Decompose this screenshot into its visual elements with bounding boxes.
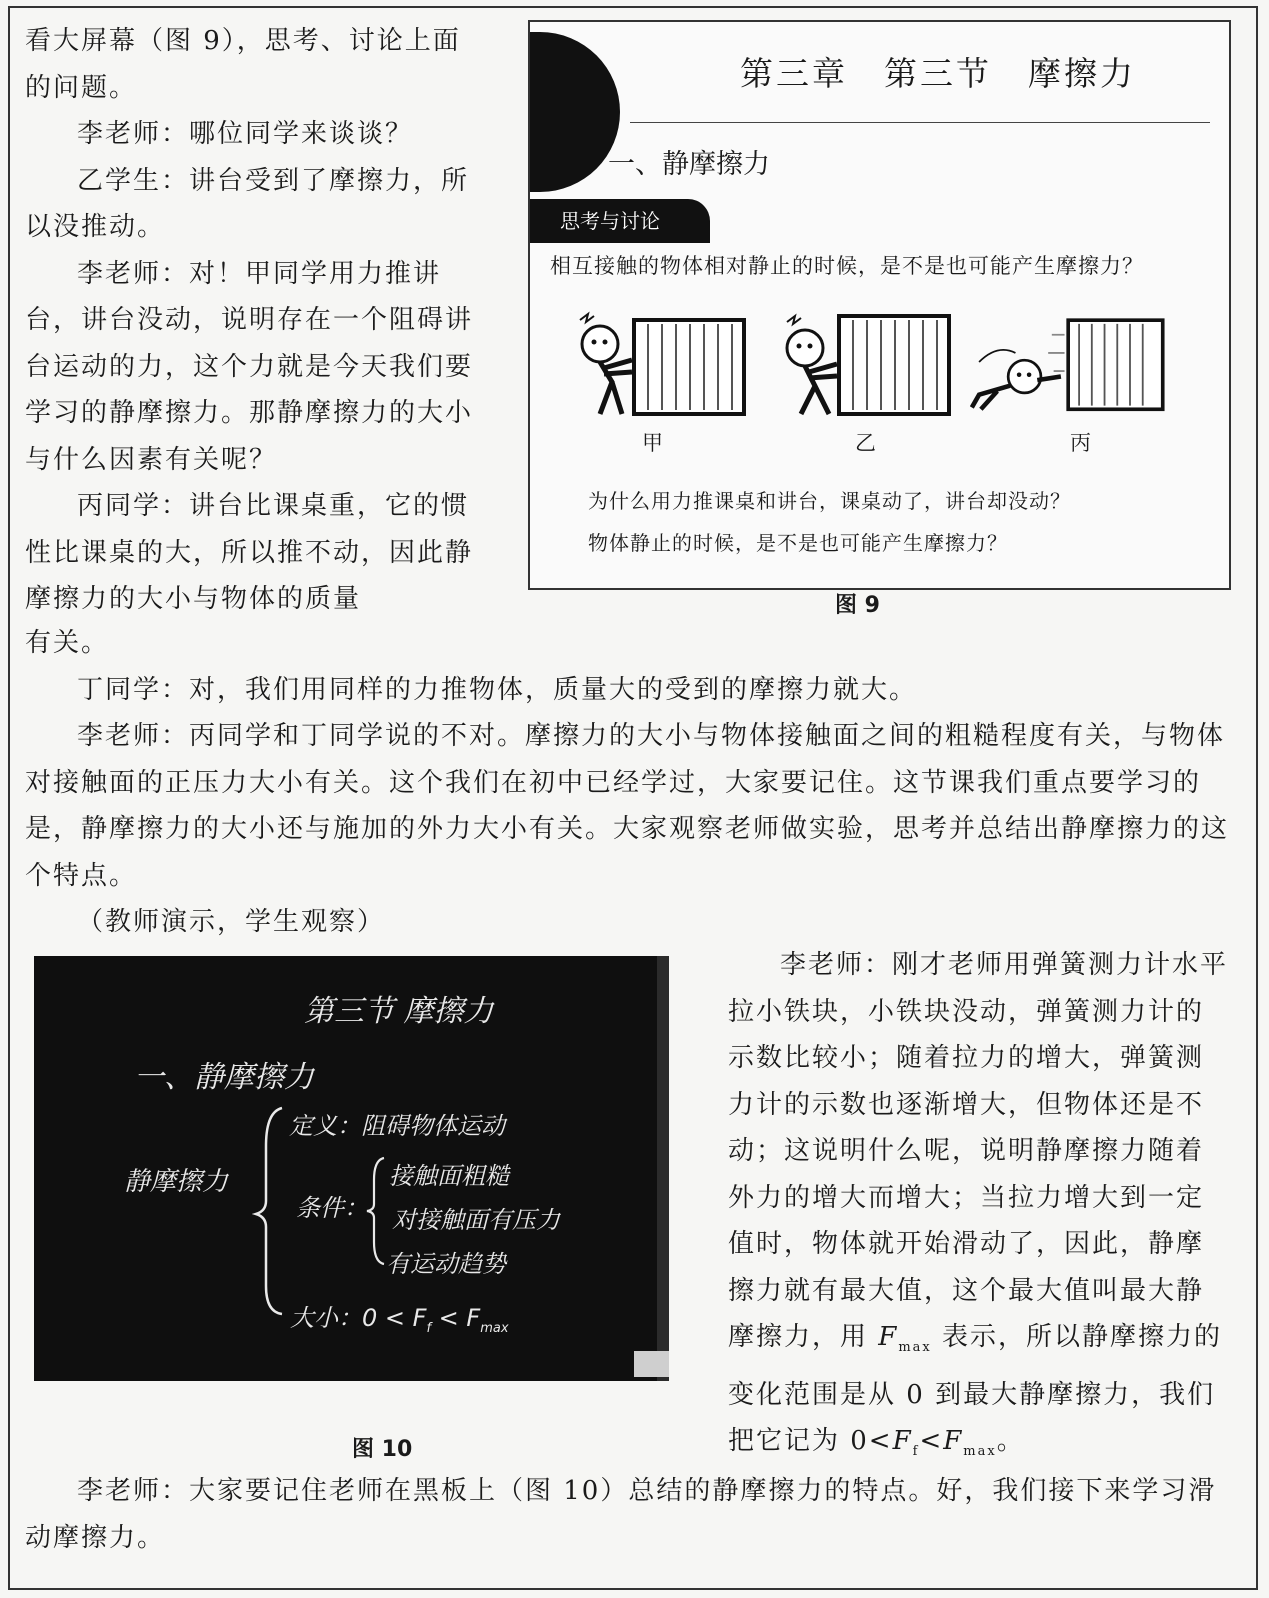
question-line: 为什么用力推课桌和讲台，课桌动了，讲台却没动？ [588,489,1071,513]
decorative-shape [528,32,620,192]
divider [630,122,1210,123]
question-line: 物体静止的时候，是不是也可能产生摩擦力？ [588,531,1008,555]
figure-10-caption: 图 10 [352,1437,413,1462]
middle-text [25,620,1235,946]
chalk-condition-label: 条件： [296,1194,368,1222]
paragraph: 李老师：哪位同学来谈谈？ [77,119,414,149]
paragraph: 乙学生：讲台受到了摩擦力，所以没推动。 [25,165,470,242]
person-pushing-desk-illustration [560,302,760,422]
text-run: 表示，所以静摩擦力的变化范围是从 0 到最大静摩擦力，我们把它记为 0< [728,1322,1222,1457]
subscript-f: f [912,1444,920,1460]
scene-label: 乙 [855,431,876,455]
chalk-condition-3: 有运动趋势 [386,1250,506,1278]
chalk-size [290,1298,509,1336]
board-frame [657,956,669,1381]
paragraph: 李老师：大家要记住老师在黑板上（图 10）总结的静摩擦力的特点。好，我们接下来学习滑动摩擦力。 [25,1476,1217,1553]
subscript-max: max [963,1444,997,1460]
bottom-text [25,1468,1235,1561]
slide-questions [588,480,1071,564]
scene-label: 丙 [1070,431,1091,455]
symbol-F: F [943,1426,964,1457]
chalk-term: 静摩擦力 [124,1167,229,1197]
chalk-brace [252,1106,292,1316]
figure-9 [528,20,1231,590]
text-run: 李老师：刚才老师用弹簧测力计水平拉小铁块，小铁块没动，弹簧测力计的示数比较小；随着拉力的增大，弹簧测力计的示数也逐渐增大，但物体还是不动；这说明什么呢，说明静摩擦力随着外力的增大而增大；当拉力增大到一定值时，物体就开始滑动了，因此，静摩擦力就有最大值，这个最大值叫最大静摩擦力，用 [728,950,1229,1352]
top-text-column [25,18,485,623]
figure-9-caption: 图 9 [835,593,880,618]
chalk-size-zero: 0 < F [362,1304,427,1332]
scene-label: 甲 [642,431,663,455]
chalk-section: 一、静摩擦力 [134,1060,314,1095]
chalk-size-f: f [426,1320,432,1336]
chalk-size-max: max [480,1320,509,1336]
chalk-size-label: 大小： [290,1304,362,1332]
figure-10-blackboard [34,956,669,1381]
paragraph: 李老师：对！甲同学用力推讲台，讲台没动，说明存在一个阻碍讲台运动的力，这个力就是今天我们要学习的静摩擦力。那静摩擦力的大小与什么因素有关呢？ [25,258,474,475]
paragraph: 丙同学：讲台比课桌重，它的惯性比课桌的大，所以推不动，因此静摩擦力的大小与物体的质量 [25,491,474,614]
paragraph [728,942,1228,1476]
slide-title: 第三章 第三节 摩擦力 [740,54,1136,93]
paragraph: 丁同学：对，我们用同样的力推物体，质量大的受到的摩擦力就大。 [77,674,918,705]
text-run: < [919,1426,944,1457]
symbol-F: F [892,1426,913,1457]
symbol-F: F [878,1322,899,1352]
chalk-condition-2: 对接触面有压力 [392,1206,560,1234]
paragraph: 看大屏幕（图 9），思考、讨论上面的问题。 [25,26,461,103]
right-text-column [728,942,1228,1476]
slide-section: 一、静摩擦力 [608,149,770,180]
chalk-brace-small [364,1156,388,1266]
chalk-condition-1: 接触面粗糙 [389,1162,509,1190]
chalk-size-lt: < F [431,1304,481,1332]
text-run: 。 [996,1426,1025,1457]
subscript-max: max [898,1340,932,1356]
slide-question: 相互接触的物体相对静止的时候，是不是也可能产生摩擦力？ [550,254,1144,278]
chalk-title: 第三节 摩擦力 [304,994,494,1029]
board-eraser [634,1351,669,1377]
paragraph: 有关。 [25,628,110,658]
paragraph: 李老师：丙同学和丁同学说的不对。摩擦力的大小与物体接触面之间的粗糙程度有关，与物体对接触面的正压力大小有关。这个我们在初中已经学过，大家要记住。这节课我们重点要学习的是，静摩擦力的大小还与施加的外力大小有关。大家观察老师做实验，思考并总结出静摩擦力的这个特点。 [25,721,1230,891]
person-slipping-illustration [970,302,1170,422]
paragraph: （教师演示，学生观察） [77,907,386,937]
person-pushing-podium-illustration [765,302,965,422]
discussion-tag: 思考与讨论 [530,199,710,243]
chalk-definition: 定义：阻碍物体运动 [289,1112,505,1140]
